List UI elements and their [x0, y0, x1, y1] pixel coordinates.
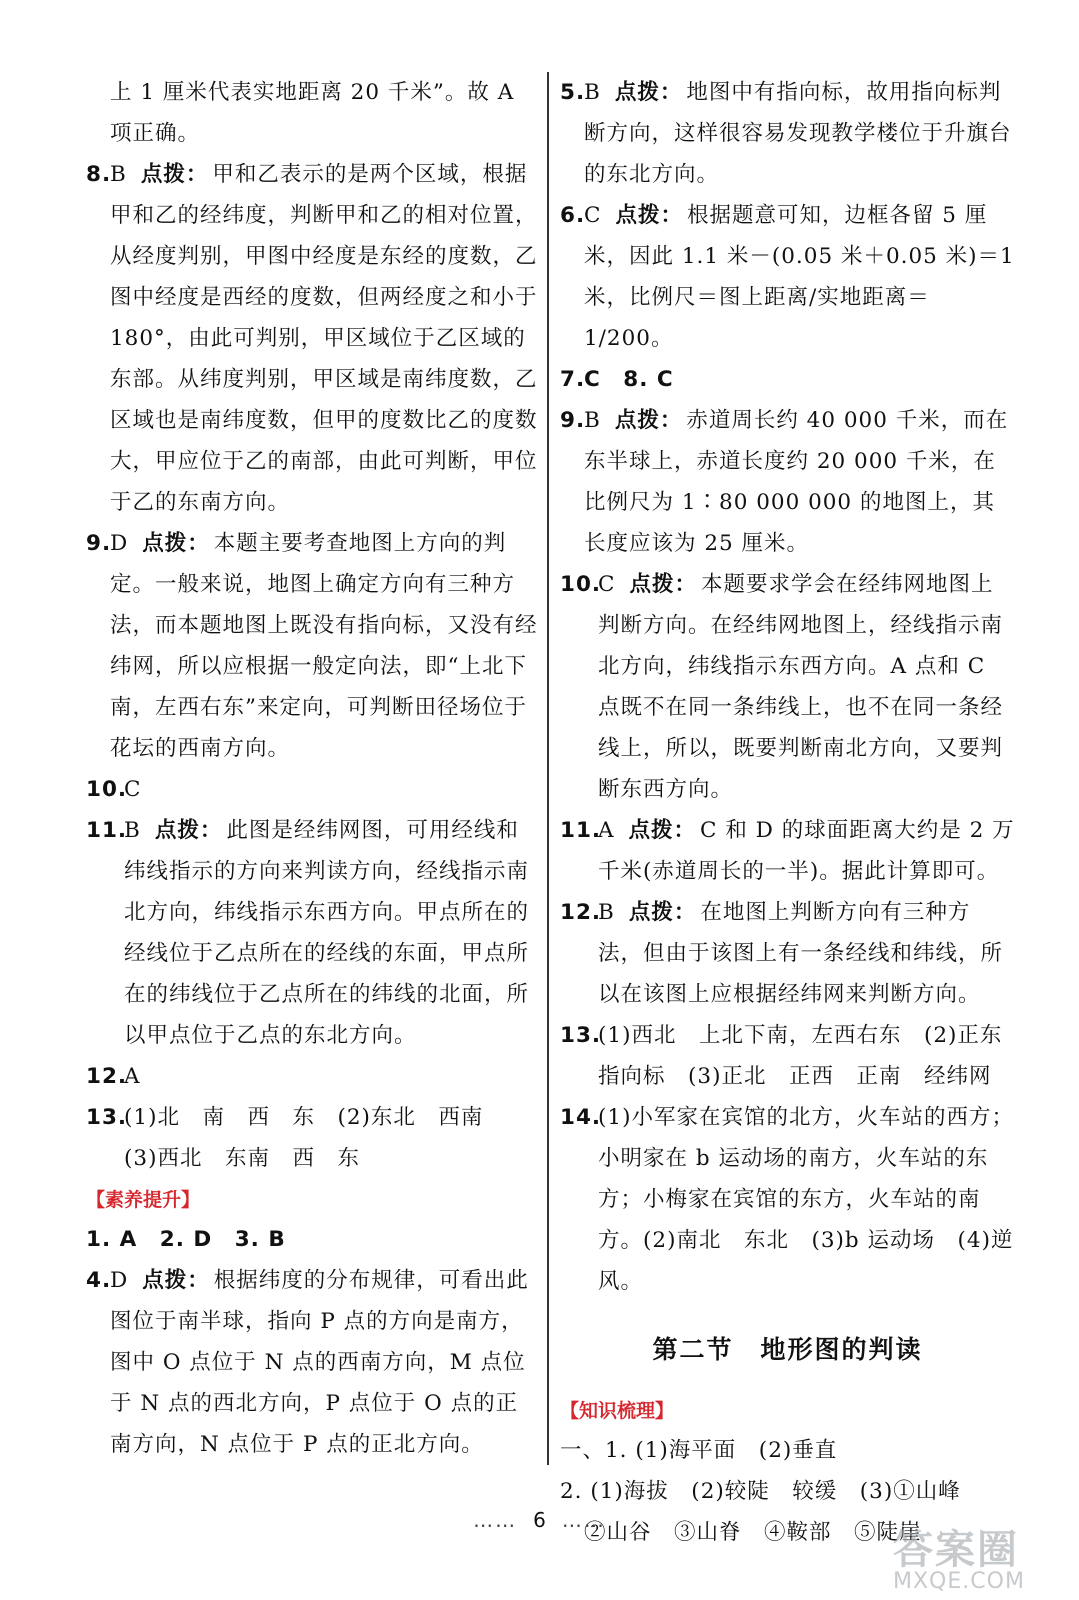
footer-dots-right: ……	[561, 1508, 606, 1532]
hint-text: 根据题意可知，边框各留 5 厘米，因此 1.1 米－(0.05 米＋0.05 米)＝1 米，比例尺＝图上距离/实地距离＝1/200。	[584, 203, 1015, 351]
hint-label: 点拨：	[628, 900, 697, 925]
hint-label: 点拨：	[142, 1268, 210, 1293]
answer-13	[560, 1015, 1015, 1097]
hint-text: C 和 D 的球面距离大约是 2 万千米(赤道周长的一半)。据此计算即可。	[598, 818, 1015, 884]
answer-number: 8.	[86, 162, 112, 187]
answer-10	[560, 564, 1015, 810]
hint-text: 地图中有指向标，故用指向标判断方向，这样很容易发现教学楼位于升旗台的东北方向。	[584, 80, 1012, 187]
answer-number: 4.	[86, 1268, 112, 1293]
knowledge-2: 2. (1)海拔 (2)较陡 较缓 (3)①山峰 ②山谷 ③山脊 ④鞍部 ⑤陡崖	[560, 1479, 961, 1545]
hint-label: 点拨：	[628, 818, 697, 843]
watermark-url: MXQE.COM	[893, 1569, 1025, 1594]
answer-letter: C	[584, 203, 602, 228]
hint-label: 点拨：	[614, 408, 683, 433]
answer-number: 10.	[560, 572, 602, 597]
answer-7-8	[560, 359, 1015, 400]
answer-number: 13.	[560, 1023, 602, 1048]
answer-number: 5.	[560, 80, 586, 105]
answer-letter: C	[598, 572, 616, 597]
hint-label: 点拨：	[629, 572, 697, 597]
hint-label: 点拨：	[154, 818, 223, 843]
watermark-text: 答案圈	[893, 1527, 1019, 1573]
answer-14	[560, 1097, 1015, 1302]
answer-6	[560, 195, 1015, 359]
answer-8	[86, 154, 538, 523]
answer-number: 6.	[560, 203, 586, 228]
answer-number: 11.	[86, 818, 128, 843]
hint-text: 本题主要考查地图上方向的判定。一般来说，地图上确定方向有三种方法，而本题地图上既没有指向标，又没有经纬网，所以应根据一般定向法，即“上北下南，左西右东”来定向，可判断田径场位于花坛的西南方向。	[110, 531, 538, 761]
answer-12	[560, 892, 1015, 1015]
right-column	[560, 72, 1015, 1553]
answer-number: 12.	[560, 900, 602, 925]
answer-9	[560, 400, 1015, 564]
answer-number: 11.	[560, 818, 602, 843]
answer-letter: C	[124, 777, 142, 802]
hint-text: 在地图上判断方向有三种方法，但由于该图上有一条经线和纬线，所以在该图上应根据经纬网来判断方向。	[598, 900, 1004, 1007]
hint-label: 点拨：	[142, 531, 210, 556]
knowledge-1: 一、1. (1)海平面 (2)垂直	[560, 1438, 838, 1463]
answer-number: 9.	[86, 531, 112, 556]
answer-4	[86, 1260, 538, 1465]
answer-letter: D	[110, 1268, 129, 1293]
column-divider	[547, 72, 549, 1465]
hint-label: 点拨：	[615, 203, 683, 228]
answer-letter: B	[598, 900, 615, 925]
answer-9	[86, 523, 538, 769]
section-tag-suyang: 【素养提升】	[86, 1189, 201, 1211]
hint-text: 此图是经纬网图，可用经线和纬线指示的方向来判读方向，经线指示南北方向，纬线指示东西方向。甲点所在的经线位于乙点所在的经线的东面，甲点所在的纬线位于乙点所在的纬线的北面，所以甲点位于乙点的东北方向。	[124, 818, 530, 1048]
watermark-logo	[893, 1518, 1063, 1596]
answer-10	[86, 769, 538, 810]
hint-text: 本题要求学会在经纬网地图上判断方向。在经纬网地图上，经线指示南北方向，纬线指示东西方向。A 点和 C 点既不在同一条纬线上，也不在同一条经线上，所以，既要判断南北方向，又要判断东西方向。	[598, 572, 1004, 802]
answer-5	[560, 72, 1015, 195]
answers-1-3: 1. A 2. D 3. B	[86, 1227, 286, 1252]
hint-text: 根据纬度的分布规律，可看出此图位于南半球，指向 P 点的方向是南方，图中 O 点位于 N 点的西南方向，M 点位于 N 点的西北方向，P 点位于 O 点的正南方向，N 点位于 P 点的正北方向。	[110, 1268, 529, 1457]
answer-number: 13.	[86, 1105, 128, 1130]
answer-letter: A	[124, 1064, 141, 1089]
hint-label: 点拨：	[140, 162, 209, 187]
left-column	[86, 72, 538, 1465]
hint-label: 点拨：	[614, 80, 683, 105]
answer-letter: A	[598, 818, 615, 843]
answer-text: (1)小军家在宾馆的北方，火车站的西方；小明家在 b 运动场的南方，火车站的东方；小梅家在宾馆的东方，火车站的南方。(2)南北 东北 (3)b 运动场 (4)逆风。	[598, 1105, 1014, 1294]
answer-letter: C 8. C	[584, 367, 674, 392]
hint-text: 赤道周长约 40 000 千米，而在东半球上，赤道长度约 20 000 千米，在比例尺为 1∶80 000 000 的地图上，其长度应该为 25 厘米。	[584, 408, 1009, 556]
section-title: 第二节 地形图的判读	[652, 1335, 923, 1364]
answer-7-continued: 上 1 厘米代表实地距离 20 千米”。故 A 项正确。	[110, 80, 515, 146]
footer-dots-left: ……	[473, 1508, 518, 1532]
answer-number: 10.	[86, 777, 128, 802]
answer-line: (3)西北 东南 西 东	[124, 1146, 360, 1171]
answer-11	[86, 810, 538, 1056]
answer-number: 12.	[86, 1064, 128, 1089]
answer-13	[86, 1097, 538, 1179]
answer-12	[86, 1056, 538, 1097]
hint-text: 甲和乙表示的是两个区域，根据甲和乙的经纬度，判断甲和乙的相对位置，从经度判别，甲图中经度是东经的度数，乙图中经度是西经的度数，但两经度之和小于 180°，由此可判别，甲区域位于乙区域的东部。从纬度判别，甲区域是南纬度数，乙区域也是南纬度数，但甲的度数比乙的度数大，甲应位于乙的南部，由此可判断，甲位于乙的东南方向。	[110, 162, 538, 515]
answer-letter: B	[584, 80, 601, 105]
answer-letter: B	[110, 162, 127, 187]
answer-letter: B	[124, 818, 141, 843]
answer-line: (1)北 南 西 东 (2)东北 西南	[124, 1105, 484, 1130]
answer-text: (1)西北 上北下南，左西右东 (2)正东指向标 (3)正北 正西 正南 经纬网	[598, 1023, 1003, 1089]
page-number: 6	[533, 1508, 546, 1532]
answer-number: 14.	[560, 1105, 602, 1130]
answer-number: 9.	[560, 408, 586, 433]
answer-11	[560, 810, 1015, 892]
answer-letter: B	[584, 408, 601, 433]
answer-number: 7.	[560, 367, 586, 392]
section-tag-zhishi: 【知识梳理】	[560, 1400, 675, 1422]
answer-letter: D	[110, 531, 129, 556]
